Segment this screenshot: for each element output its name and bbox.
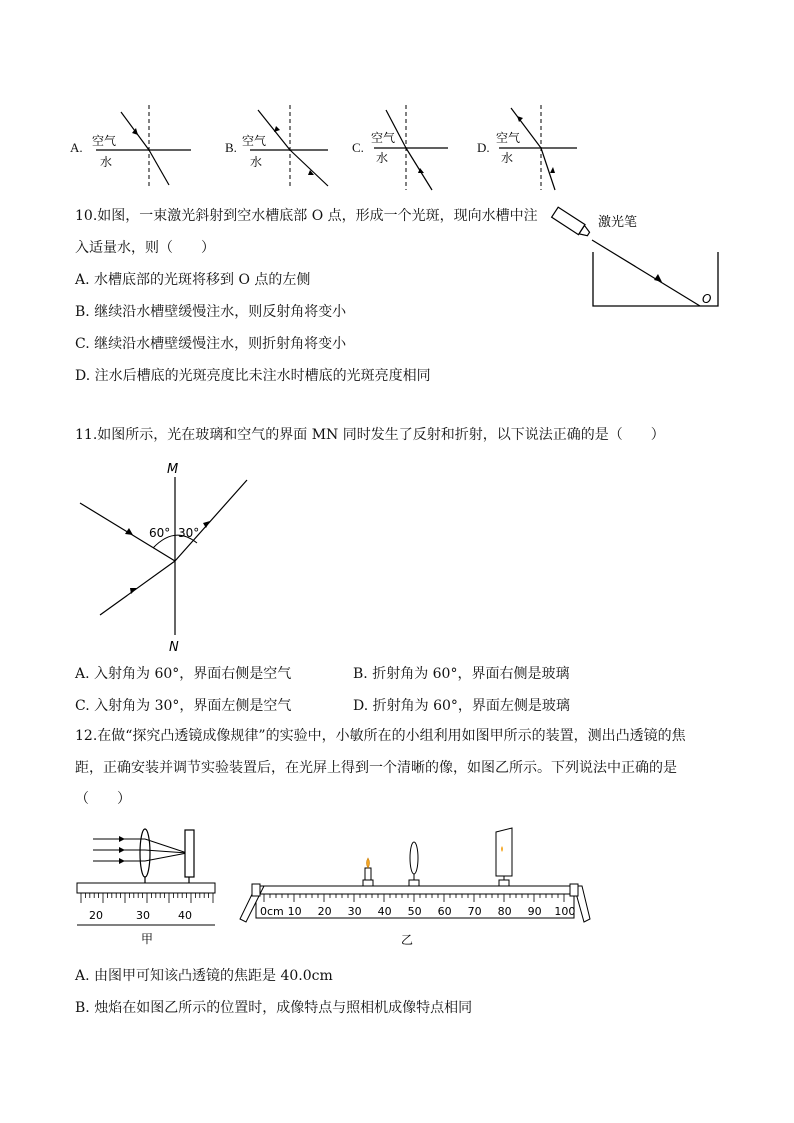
q9-a-water-label: 水 xyxy=(100,155,113,169)
q9-b-air-label: 空气 xyxy=(242,134,267,148)
q10-option-a: A. 水槽底部的光斑将移到 O 点的左侧 xyxy=(75,272,311,288)
q12-figure-a-caption: 甲 xyxy=(141,932,154,946)
q11-angle-right: 30° xyxy=(178,526,200,540)
q9-option-d-label: D. xyxy=(477,140,490,155)
q12-b-tick-label: 90 xyxy=(527,905,542,918)
q11-option-d: D. 折射角为 60°，界面左侧是玻璃 xyxy=(353,698,570,714)
q9-d-water-label: 水 xyxy=(501,151,514,165)
q11-option-b: B. 折射角为 60°，界面右侧是玻璃 xyxy=(353,666,570,682)
q10-figure xyxy=(550,200,730,315)
q11-label-n: N xyxy=(169,640,179,655)
q9-option-b-label: B. xyxy=(225,140,237,155)
q12-figure-b xyxy=(238,822,593,950)
q12-b-tick-label: 80 xyxy=(497,905,512,918)
q12-b-tick-label: 40 xyxy=(377,905,392,918)
q11-option-a: A. 入射角为 60°，界面右侧是空气 xyxy=(75,666,292,682)
q11-stem: 11.如图所示，光在玻璃和空气的界面 MN 同时发生了反射和折射，以下说法正确的是（ ） xyxy=(75,427,665,443)
q12-option-b: B. 烛焰在如图乙所示的位置时，成像特点与照相机成像特点相同 xyxy=(75,1000,473,1016)
q12-figure-a xyxy=(75,825,220,950)
q9-d-air-label: 空气 xyxy=(496,131,521,145)
q11-label-m: M xyxy=(167,462,179,477)
q12-b-tick-label: 0cm xyxy=(260,905,284,918)
q9-c-air-label: 空气 xyxy=(371,131,396,145)
q12-b-tick-label: 50 xyxy=(407,905,422,918)
q12-b-tick-label: 30 xyxy=(347,905,362,918)
q12-b-tick-label: 10 xyxy=(287,905,302,918)
q9-b-water-label: 水 xyxy=(250,155,263,169)
q10-pen-label: 激光笔 xyxy=(598,215,638,230)
q11-option-c: C. 入射角为 30°，界面左侧是空气 xyxy=(75,698,292,714)
q10-option-c: C. 继续沿水槽壁缓慢注水，则折射角将变小 xyxy=(75,336,347,352)
q9-option-d-diagram xyxy=(491,100,601,195)
q10-point-label: O xyxy=(702,292,712,306)
q9-options-row xyxy=(70,100,590,195)
q12-stem-line2: 距，正确安装并调节实验装置后，在光屏上得到一个清晰的像，如图乙所示。下列说法中正确的是 xyxy=(75,760,677,776)
q12-stem-line3: （ ） xyxy=(75,791,131,807)
q9-option-a-diagram xyxy=(86,100,196,190)
q12-option-a: A. 由图甲可知该凸透镜的焦距是 40.0cm xyxy=(75,968,333,984)
q12-figure-b-caption: 乙 xyxy=(401,933,414,947)
q12-a-tick-20: 20 xyxy=(89,909,103,922)
q12-b-tick-label: 60 xyxy=(437,905,452,918)
q12-b-tick-label: 20 xyxy=(317,905,332,918)
q10-option-d: D. 注水后槽底的光斑亮度比未注水时槽底的光斑亮度相同 xyxy=(75,368,431,384)
q12-b-tick-label: 70 xyxy=(467,905,482,918)
q10-option-b: B. 继续沿水槽壁缓慢注水，则反射角将变小 xyxy=(75,304,347,320)
q12-a-tick-30: 30 xyxy=(136,909,150,922)
q9-option-a-label: A. xyxy=(70,140,83,155)
q10-stem-line2: 入适量水，则（ ） xyxy=(75,240,215,256)
q9-option-c-diagram xyxy=(366,100,476,195)
q12-stem-line1: 12.在做“探究凸透镜成像规律”的实验中，小敏所在的小组利用如图甲所示的装置，测出凸透镜的焦 xyxy=(75,728,686,744)
q9-option-b-diagram xyxy=(240,100,350,190)
q10-stem-line1: 10.如图，一束激光斜射到空水槽底部 O 点，形成一个光斑，现向水槽中注 xyxy=(75,208,538,224)
q9-c-water-label: 水 xyxy=(376,151,389,165)
q12-b-tick-label: 100 xyxy=(554,905,576,918)
q12-a-tick-40: 40 xyxy=(178,909,192,922)
q11-figure xyxy=(75,455,275,655)
q11-angle-left: 60° xyxy=(149,526,171,540)
q9-option-c-label: C. xyxy=(352,140,364,155)
q9-a-air-label: 空气 xyxy=(92,134,117,148)
